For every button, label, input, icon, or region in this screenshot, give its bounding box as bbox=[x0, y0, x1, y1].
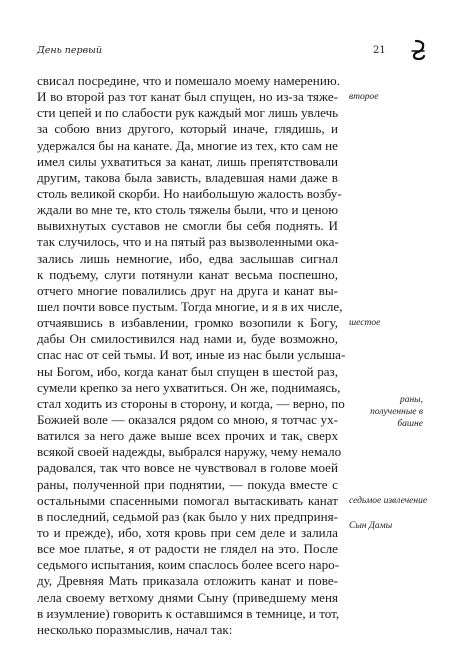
text-line: отчего многие повалились друг на друга и канат вы- bbox=[37, 282, 338, 298]
text-line: то и прежде), ибо, хотя кровь при сем деле и залила bbox=[37, 524, 338, 540]
margin-note-seventh: седьмое извлечение bbox=[349, 496, 428, 506]
text-line: лела своему ветхому днями Сыну (приведшему меня bbox=[37, 589, 338, 605]
text-line: Божией воле — оказался рядом со мною, я тотчас ух- bbox=[37, 411, 338, 427]
text-line: стал ходить из стороны в сторону, и когда, — верно, по bbox=[37, 395, 345, 411]
text-line: седьмого испытания, коим спаслось более всего наро- bbox=[37, 557, 340, 573]
text-line: радовался, так что вовсе не чувствовал в голове моей bbox=[37, 460, 338, 476]
text-line: раны, полученной при поднятии, — покуда вместе с bbox=[37, 476, 338, 492]
text-line: ны Богом, ибо, когда канат был спущен в шестой раз, bbox=[37, 363, 338, 379]
text-line: зались лишь немногие, ибо, едва заслышав сигнал bbox=[37, 250, 338, 266]
text-line: вывихнутых суставов не смогли бы себя поднять. И bbox=[37, 218, 338, 234]
text-line: ждали во мне те, кто столь тяжелы были, что и ценою bbox=[37, 202, 338, 218]
running-title: День первый bbox=[37, 45, 103, 56]
margin-note-second: второе bbox=[349, 92, 379, 102]
margin-note-wounds: раны, полученные в башне bbox=[370, 395, 423, 429]
text-line: несколько поразмыслив, начал так: bbox=[37, 621, 233, 637]
margin-note-sixth: шестое bbox=[349, 318, 381, 328]
text-line: за собою вниз другого, который иначе, глядишь, и bbox=[37, 121, 338, 137]
text-line: сумели крепко за него ухватиться. Он же, поднимаясь, bbox=[37, 379, 341, 395]
text-line: дабы Он смилостивился над нами и, буде возможно, bbox=[37, 331, 338, 347]
venus-like-ornament-icon bbox=[409, 38, 429, 62]
text-line: свисал посредине, что и помешало моему намерению. bbox=[37, 73, 340, 88]
text-line: в последний, седьмой раз (как было у них предприня- bbox=[37, 508, 338, 524]
text-line: шел почти вовсе пустым. Тогда многие, и я в их числе, bbox=[37, 298, 343, 314]
text-line: к подъему, слуги потянули канат весьма поспешно, bbox=[37, 266, 338, 282]
text-line: в изумление) говорить к оставшимся в темнице, и тот, bbox=[37, 605, 340, 621]
body-text bbox=[37, 73, 346, 638]
text-line: ватился за него даже выше всех прочих и так, сверх bbox=[37, 428, 338, 444]
text-line: удержался бы на канате. Да, многие из тех, кто сам не bbox=[37, 137, 338, 153]
text-line: И во второй раз тот канат был спущен, но из-за тяже- bbox=[37, 89, 338, 105]
margin-note-son: Сын Дамы bbox=[349, 521, 393, 531]
text-line: всякой своей надежды, выбрался наружу, чему немало bbox=[37, 444, 342, 460]
text-line: так случилось, что и на пятый раз вызволенными ока- bbox=[37, 234, 339, 250]
text-line: спас нас от сей тьмы. И вот, иные из нас были услышa- bbox=[37, 347, 346, 363]
text-line: отчаявшись в избавлении, громко возопили к Богу, bbox=[37, 315, 338, 331]
text-line: ду, Древняя Мать приказала отложить канат и пове- bbox=[37, 573, 338, 589]
text-line: сти цепей и по слабости рук каждый мог лишь увлечь bbox=[37, 105, 339, 121]
text-line: остальными спасенными помогал вытаскивать канат bbox=[37, 492, 338, 508]
text-line: имел силы ухватиться за канат, лишь препятствовали bbox=[37, 153, 338, 169]
text-line: другим, такова была зависть, владевшая нами даже в bbox=[37, 169, 338, 185]
page-number: 21 bbox=[373, 45, 386, 56]
text-line: все мое платье, я от радости не глядел на это. После bbox=[37, 541, 338, 557]
text-line: столь великой скорби. Но наибольшую жалость возбу- bbox=[37, 185, 342, 201]
